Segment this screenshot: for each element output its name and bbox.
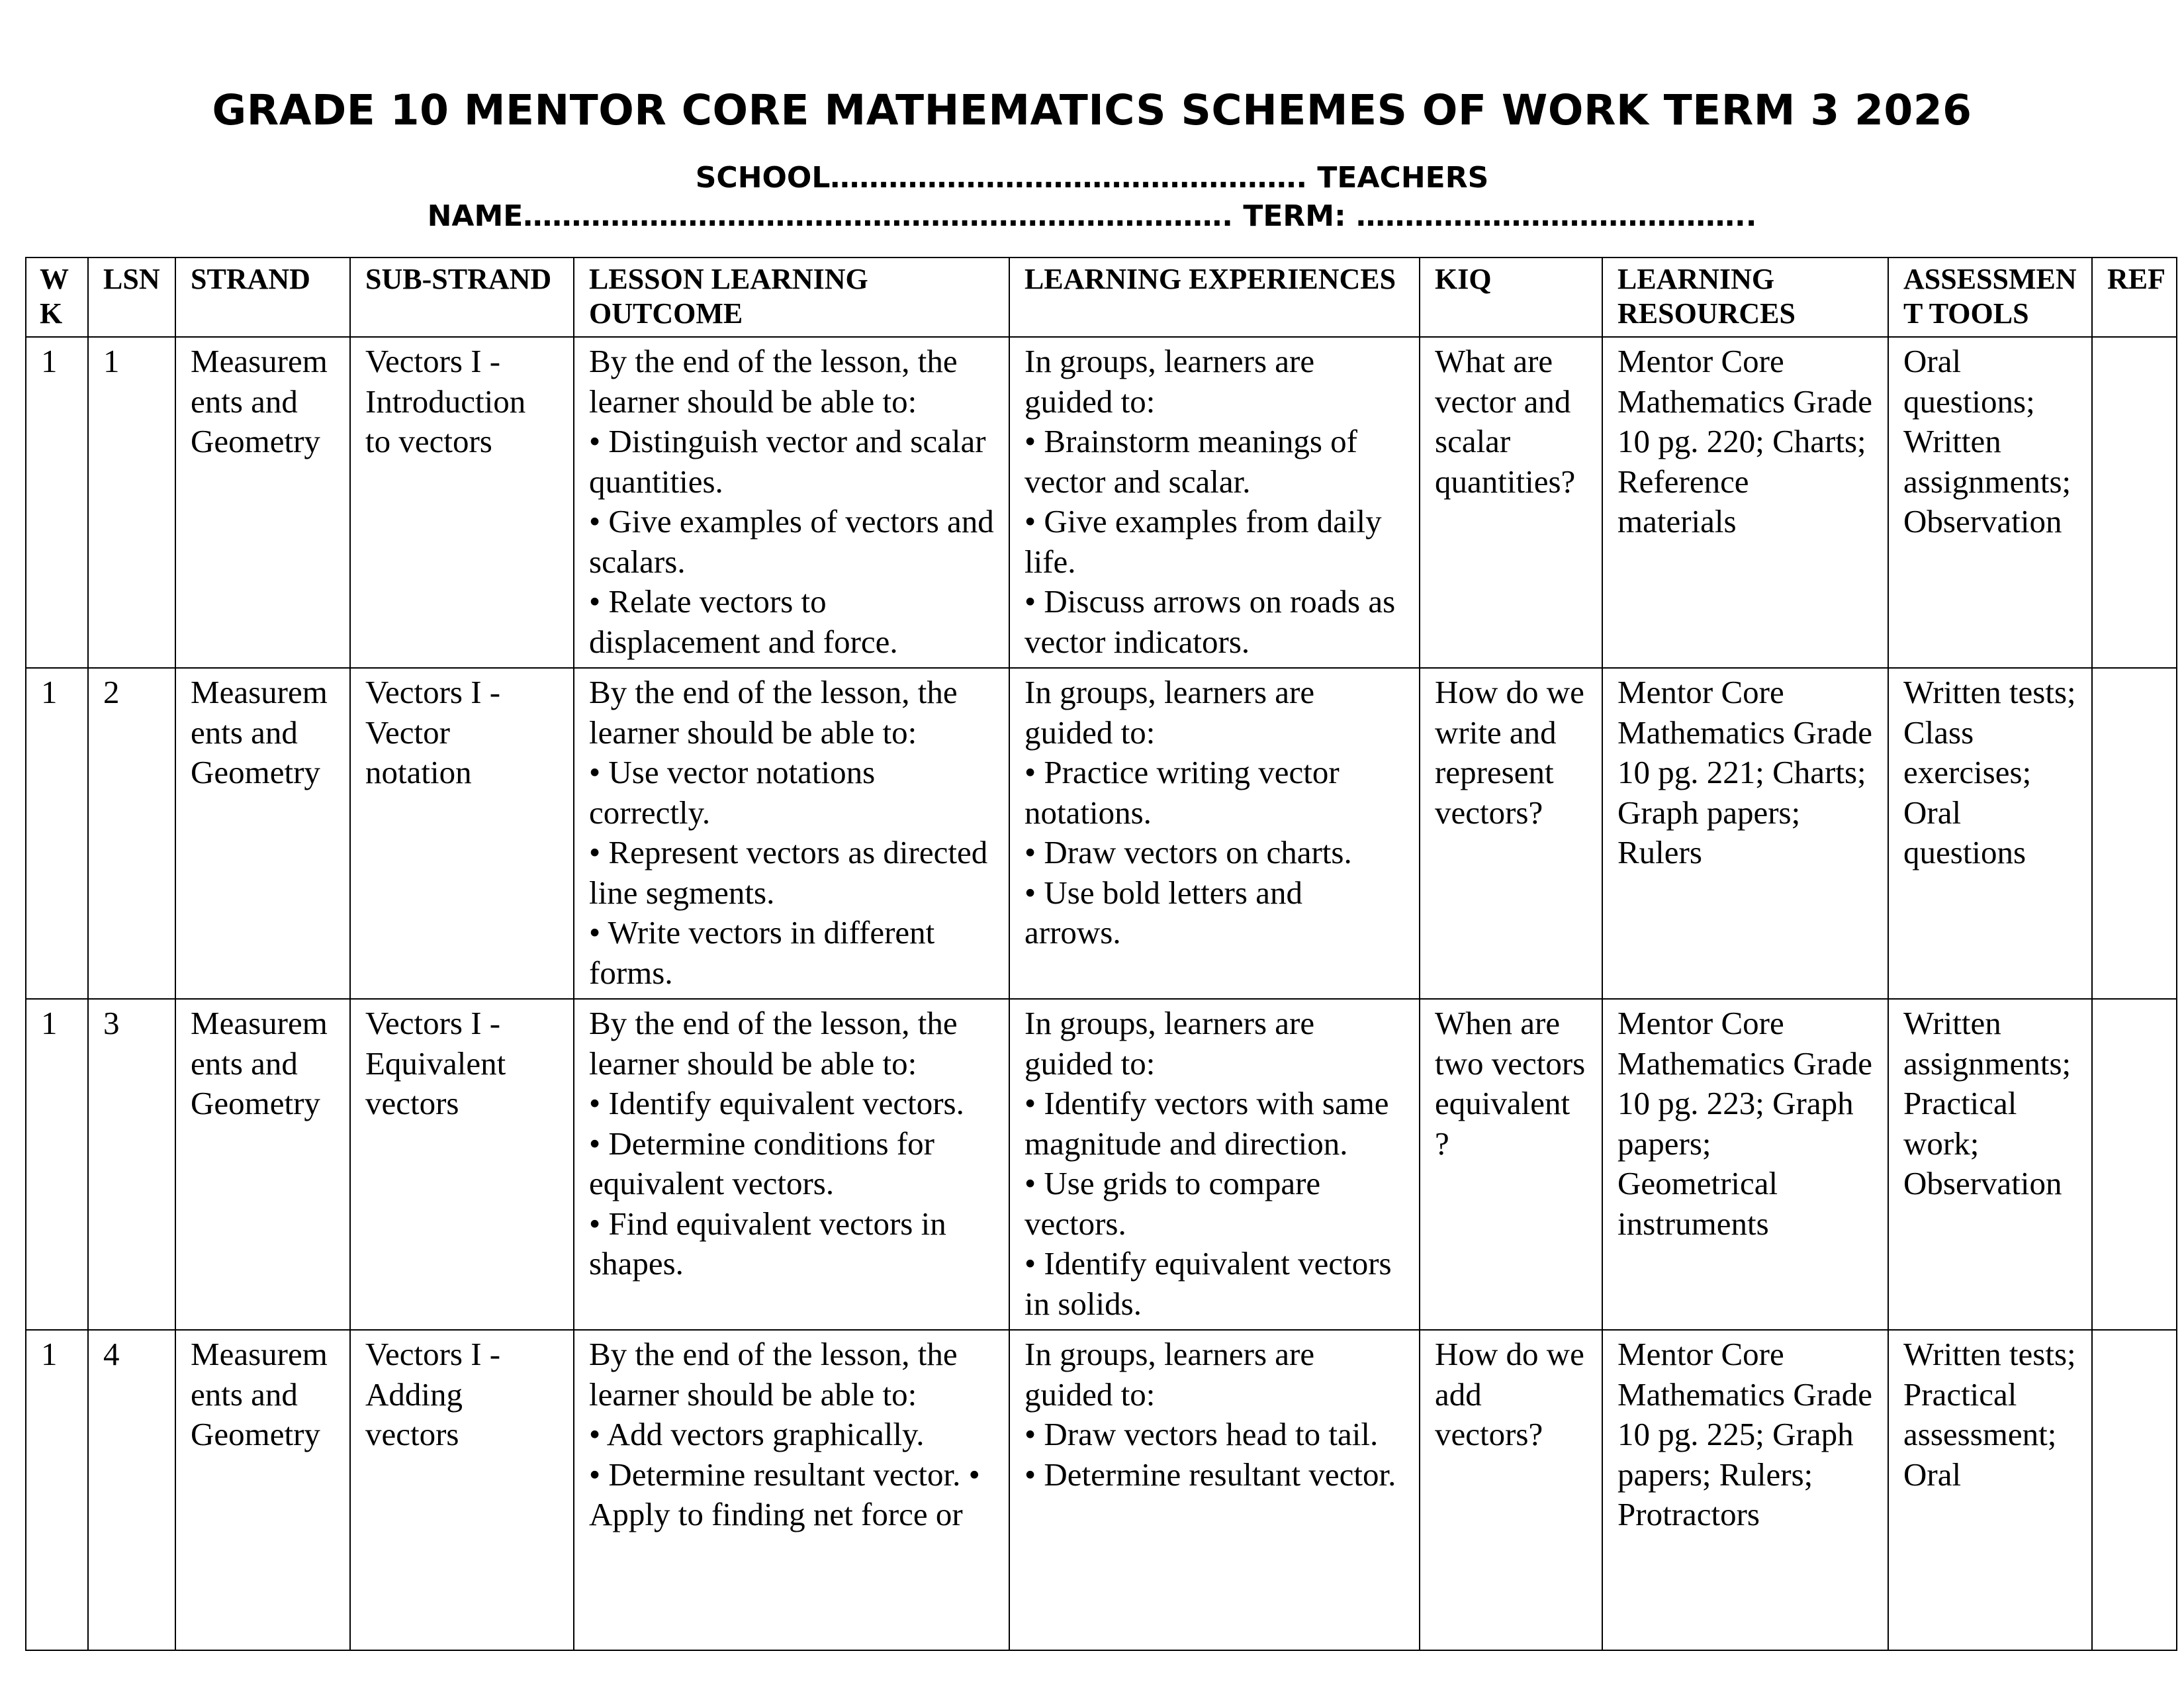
schemes-of-work-table: [25, 257, 2177, 1651]
cell-learning-resources: Mentor Core Mathematics Grade 10 pg. 221; Charts; Graph papers; Rulers: [1602, 668, 1888, 999]
cell-lsn: 1: [88, 337, 175, 668]
cell-lesson-learning-outcome: By the end of the lesson, the learner should be able to: • Identify equivalent vectors. • Determine conditions for equivalent vectors. • Find equivalent vectors in shapes.: [574, 999, 1009, 1330]
table-row: [26, 668, 2177, 999]
cell-learning-experiences: In groups, learners are guided to: • Brainstorm meanings of vector and scalar. • Give examples from daily life. • Discuss arrows on roads as vector indicators.: [1009, 337, 1420, 668]
cell-lesson-learning-outcome: By the end of the lesson, the learner should be able to: • Use vector notations correctly. • Represent vectors as directed line segments. • Write vectors in different forms.: [574, 668, 1009, 999]
name-term-line: NAME………………………………………………………………. TERM: …………………………………..: [427, 199, 1757, 233]
header-assessment-tools: ASSESSMEN T TOOLS: [1888, 258, 2092, 337]
header-strand: STRAND: [175, 258, 350, 337]
cell-assessment-tools: Written tests; Class exercises; Oral questions: [1888, 668, 2092, 999]
cell-ref: [2092, 668, 2177, 999]
cell-learning-resources: Mentor Core Mathematics Grade 10 pg. 223; Graph papers; Geometrical instruments: [1602, 999, 1888, 1330]
cell-strand: Measurem ents and Geometry: [175, 1330, 350, 1650]
table-header-row: [26, 258, 2177, 337]
cell-ref: [2092, 1330, 2177, 1650]
cell-assessment-tools: Written assignments; Practical work; Observation: [1888, 999, 2092, 1330]
header-sub-strand: SUB-STRAND: [350, 258, 574, 337]
cell-lsn: 2: [88, 668, 175, 999]
cell-wk: 1: [26, 999, 88, 1330]
cell-assessment-tools: Written tests; Practical assessment; Oral: [1888, 1330, 2092, 1650]
cell-ref: [2092, 337, 2177, 668]
header-kiq: KIQ: [1420, 258, 1602, 337]
header-ref: REF: [2092, 258, 2177, 337]
cell-wk: 1: [26, 1330, 88, 1650]
school-teachers-line: SCHOOL…………………………………………. TEACHERS: [695, 161, 1489, 195]
cell-lsn: 4: [88, 1330, 175, 1650]
cell-sub-strand: Vectors I - Adding vectors: [350, 1330, 574, 1650]
cell-learning-experiences: In groups, learners are guided to: • Identify vectors with same magnitude and direction. • Use grids to compare vectors. • Identify equivalent vectors in solids.: [1009, 999, 1420, 1330]
cell-ref: [2092, 999, 2177, 1330]
table-body: [26, 337, 2177, 1650]
cell-sub-strand: Vectors I - Introduction to vectors: [350, 337, 574, 668]
header-wk: W K: [26, 258, 88, 337]
cell-wk: 1: [26, 668, 88, 999]
cell-kiq: How do we add vectors?: [1420, 1330, 1602, 1650]
cell-assessment-tools: Oral questions; Written assignments; Observation: [1888, 337, 2092, 668]
cell-lesson-learning-outcome: By the end of the lesson, the learner should be able to: • Distinguish vector and scalar quantities. • Give examples of vectors and scalars. • Relate vectors to displacement and force.: [574, 337, 1009, 668]
cell-learning-resources: Mentor Core Mathematics Grade 10 pg. 225; Graph papers; Rulers; Protractors: [1602, 1330, 1888, 1650]
cell-strand: Measurem ents and Geometry: [175, 337, 350, 668]
cell-strand: Measurem ents and Geometry: [175, 999, 350, 1330]
header-lsn: LSN: [88, 258, 175, 337]
cell-wk: 1: [26, 337, 88, 668]
table-row: [26, 999, 2177, 1330]
cell-strand: Measurem ents and Geometry: [175, 668, 350, 999]
cell-learning-experiences: In groups, learners are guided to: • Draw vectors head to tail. • Determine resultant vector.: [1009, 1330, 1420, 1650]
header-learning-resources: LEARNING RESOURCES: [1602, 258, 1888, 337]
header-lesson-learning-outcome: LESSON LEARNING OUTCOME: [574, 258, 1009, 337]
cell-learning-resources: Mentor Core Mathematics Grade 10 pg. 220; Charts; Reference materials: [1602, 337, 1888, 668]
cell-sub-strand: Vectors I - Equivalent vectors: [350, 999, 574, 1330]
cell-lesson-learning-outcome: By the end of the lesson, the learner should be able to: • Add vectors graphically. • Determine resultant vector. • Apply to finding net force or: [574, 1330, 1009, 1650]
cell-learning-experiences: In groups, learners are guided to: • Practice writing vector notations. • Draw vectors on charts. • Use bold letters and arrows.: [1009, 668, 1420, 999]
cell-lsn: 3: [88, 999, 175, 1330]
table-row: [26, 1330, 2177, 1650]
cell-sub-strand: Vectors I - Vector notation: [350, 668, 574, 999]
cell-kiq: What are vector and scalar quantities?: [1420, 337, 1602, 668]
page-title: GRADE 10 MENTOR CORE MATHEMATICS SCHEMES OF WORK TERM 3 2026: [212, 86, 1972, 134]
header-learning-experiences: LEARNING EXPERIENCES: [1009, 258, 1420, 337]
cell-kiq: When are two vectors equivalent ?: [1420, 999, 1602, 1330]
cell-kiq: How do we write and represent vectors?: [1420, 668, 1602, 999]
table-row: [26, 337, 2177, 668]
